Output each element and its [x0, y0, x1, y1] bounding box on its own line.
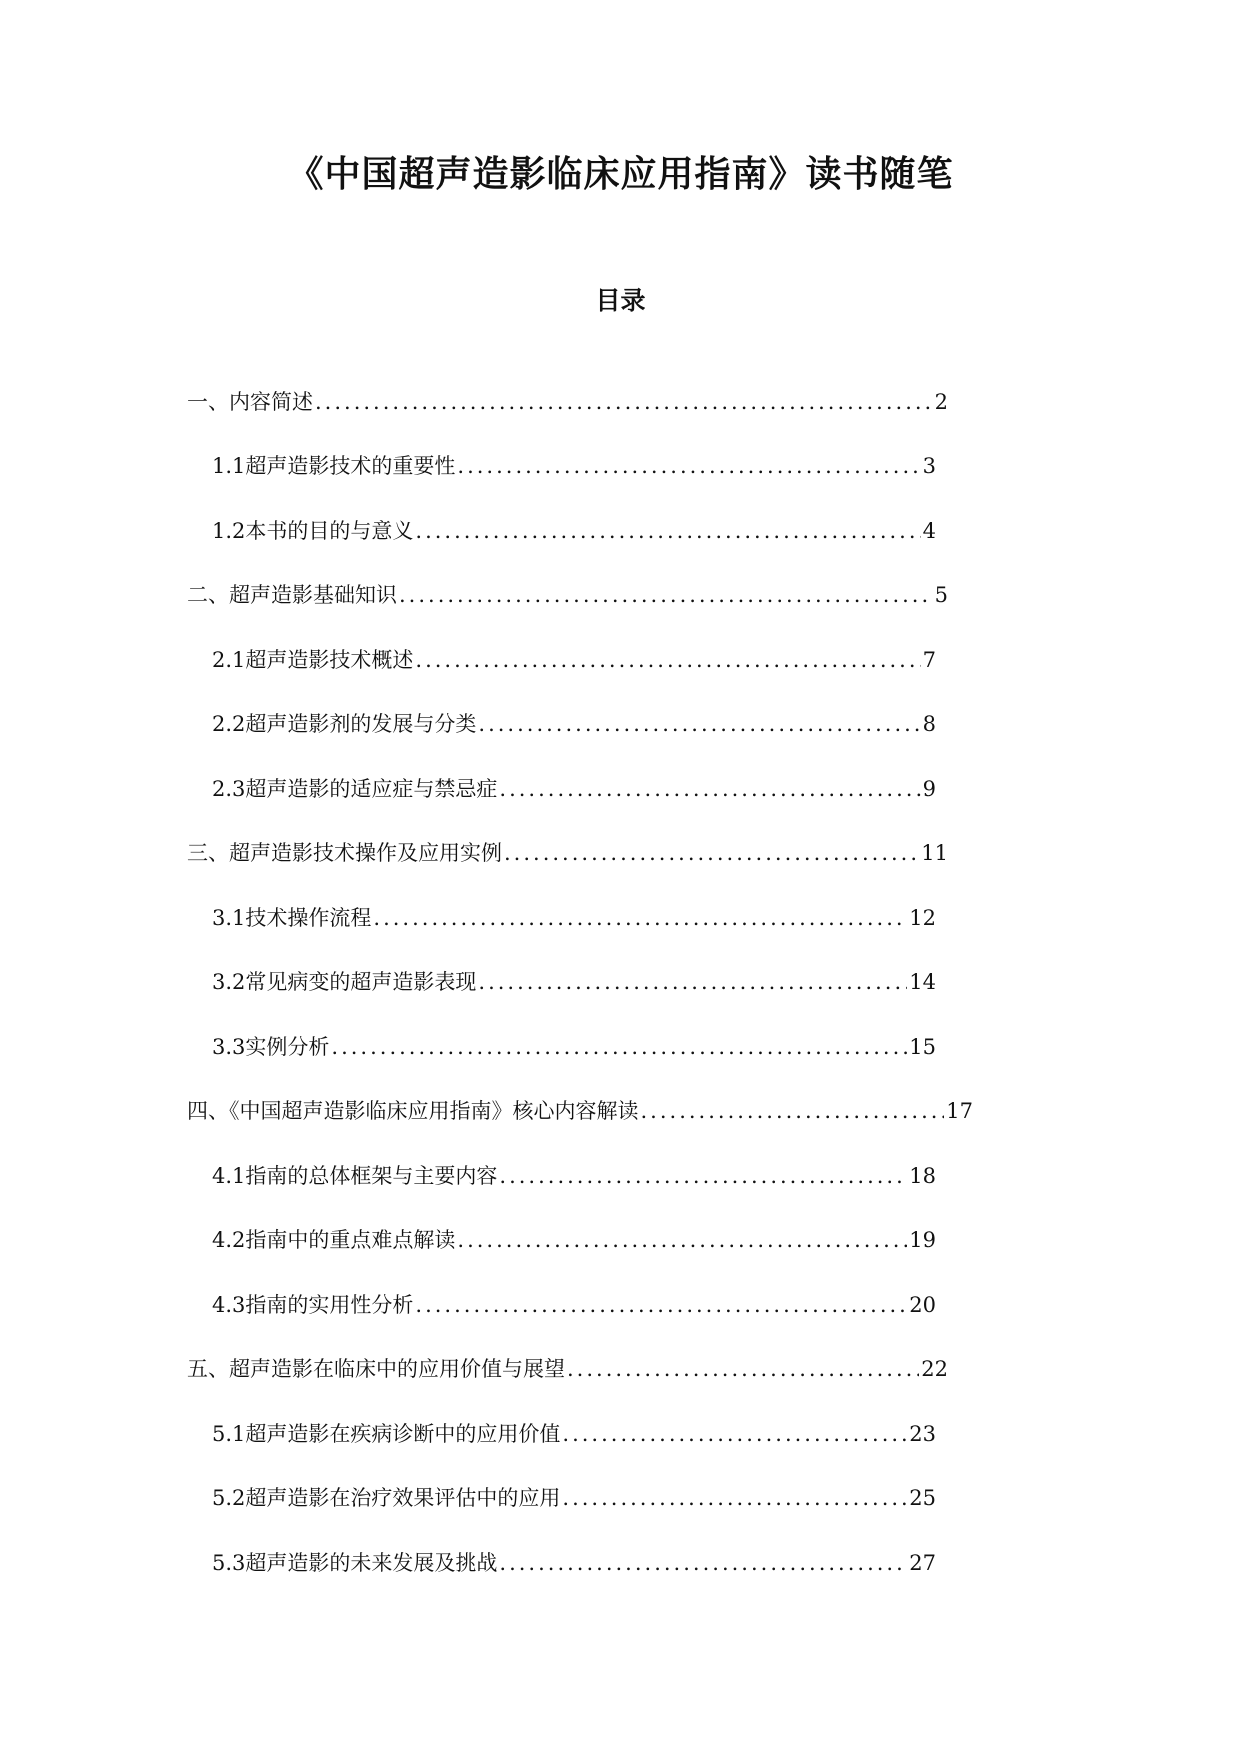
toc-entry[interactable]	[187, 1354, 948, 1384]
toc-entry[interactable]	[212, 903, 936, 933]
toc-entry-page: 4	[922, 519, 936, 543]
toc-entry-text: 超声造影的未来发展及挑战	[245, 1551, 498, 1575]
toc-entry-number: 5.1	[212, 1422, 246, 1446]
toc-entry[interactable]	[212, 516, 936, 546]
toc-entry-page: 17	[946, 1099, 973, 1123]
toc-entry-text: 超声造影技术的重要性	[245, 454, 456, 478]
toc-entry-page: 14	[909, 970, 936, 994]
toc-entry-text: 超声造影的适应症与禁忌症	[245, 777, 498, 801]
toc-entry-text: 技术操作流程	[245, 906, 372, 930]
document-title: 《中国超声造影临床应用指南》读书随笔	[287, 154, 954, 195]
toc-entry[interactable]	[212, 645, 936, 675]
toc-entry-text: 四、《中国超声造影临床应用指南》核心内容解读	[187, 1099, 639, 1123]
toc-entry-text: 五、超声造影在临床中的应用价值与展望	[187, 1357, 565, 1381]
toc-entry[interactable]	[212, 451, 936, 481]
dot-leader	[504, 838, 919, 868]
dot-leader	[562, 1483, 907, 1513]
dot-leader	[315, 387, 933, 417]
toc-entry[interactable]	[187, 1096, 973, 1126]
toc-entry-text: 指南的实用性分析	[245, 1293, 414, 1317]
dot-leader	[415, 1290, 907, 1320]
toc-entry[interactable]	[212, 774, 936, 804]
dot-leader	[499, 1161, 907, 1191]
dot-leader	[478, 709, 920, 739]
toc-entry-number: 2.2	[212, 712, 246, 736]
toc-entry-text: 三、超声造影技术操作及应用实例	[187, 841, 502, 865]
toc-entry-number: 4.3	[212, 1293, 246, 1317]
dot-leader	[567, 1354, 919, 1384]
toc-entry[interactable]	[212, 709, 936, 739]
toc-entry-number: 2.1	[212, 648, 246, 672]
toc-entry-page: 22	[921, 1357, 948, 1381]
toc-entry-text: 超声造影技术概述	[245, 648, 414, 672]
toc-entry-number: 3.3	[212, 1035, 246, 1059]
toc-entry-number: 4.1	[212, 1164, 246, 1188]
toc-entry-page: 23	[909, 1422, 936, 1446]
dot-leader	[331, 1032, 907, 1062]
toc-entry[interactable]	[187, 838, 948, 868]
toc-entry-text: 常见病变的超声造影表现	[245, 970, 477, 994]
toc-entry-text: 超声造影在疾病诊断中的应用价值	[245, 1422, 561, 1446]
dot-leader	[415, 516, 920, 546]
toc-entry-page: 27	[909, 1551, 936, 1575]
toc-entry-page: 15	[909, 1035, 936, 1059]
toc-entry[interactable]	[212, 1548, 936, 1578]
dot-leader	[457, 1225, 907, 1255]
dot-leader	[399, 580, 933, 610]
toc-entry-text: 本书的目的与意义	[245, 519, 414, 543]
dot-leader	[415, 645, 920, 675]
toc-entry[interactable]	[212, 1032, 936, 1062]
toc-entry[interactable]	[212, 967, 936, 997]
toc-entry-page: 3	[922, 454, 936, 478]
toc-entry[interactable]	[212, 1419, 936, 1449]
toc-entry-page: 8	[922, 712, 936, 736]
toc-entry-text: 超声造影剂的发展与分类	[245, 712, 477, 736]
toc-entry-number: 1.2	[212, 519, 246, 543]
dot-leader	[457, 451, 920, 481]
toc-entry[interactable]	[187, 387, 948, 417]
toc-heading: 目录	[595, 286, 646, 315]
toc-entry-number: 1.1	[212, 454, 246, 478]
dot-leader	[373, 903, 907, 933]
toc-entry-page: 5	[934, 583, 948, 607]
toc-entry[interactable]	[212, 1225, 936, 1255]
toc-entry-text: 超声造影在治疗效果评估中的应用	[245, 1486, 561, 1510]
toc-entry-page: 20	[909, 1293, 936, 1317]
dot-leader	[499, 1548, 907, 1578]
toc-entry-number: 5.2	[212, 1486, 246, 1510]
toc-entry-text: 实例分析	[245, 1035, 330, 1059]
dot-leader	[641, 1096, 945, 1126]
dot-leader	[478, 967, 907, 997]
dot-leader	[499, 774, 920, 804]
toc-entry-page: 11	[921, 841, 948, 865]
toc-entry[interactable]	[212, 1290, 936, 1320]
toc-entry-text: 一、内容简述	[187, 390, 313, 414]
toc-entry-number: 5.3	[212, 1551, 246, 1575]
toc-entry-number: 2.3	[212, 777, 246, 801]
toc-entry-page: 7	[922, 648, 936, 672]
toc-entry-page: 2	[934, 390, 948, 414]
toc-entry-page: 18	[909, 1164, 936, 1188]
toc-entry-number: 3.1	[212, 906, 246, 930]
toc-entry[interactable]	[187, 580, 948, 610]
dot-leader	[562, 1419, 907, 1449]
toc-entry-text: 二、超声造影基础知识	[187, 583, 397, 607]
toc-entry-page: 12	[909, 906, 936, 930]
toc-entry-number: 3.2	[212, 970, 246, 994]
toc-entry[interactable]	[212, 1161, 936, 1191]
toc-entry-page: 19	[909, 1228, 936, 1252]
toc-entry-page: 9	[922, 777, 936, 801]
toc-entry-number: 4.2	[212, 1228, 246, 1252]
toc-entry-page: 25	[909, 1486, 936, 1510]
toc-entry-text: 指南的总体框架与主要内容	[245, 1164, 498, 1188]
toc-entry-text: 指南中的重点难点解读	[245, 1228, 456, 1252]
toc-entry[interactable]	[212, 1483, 936, 1513]
